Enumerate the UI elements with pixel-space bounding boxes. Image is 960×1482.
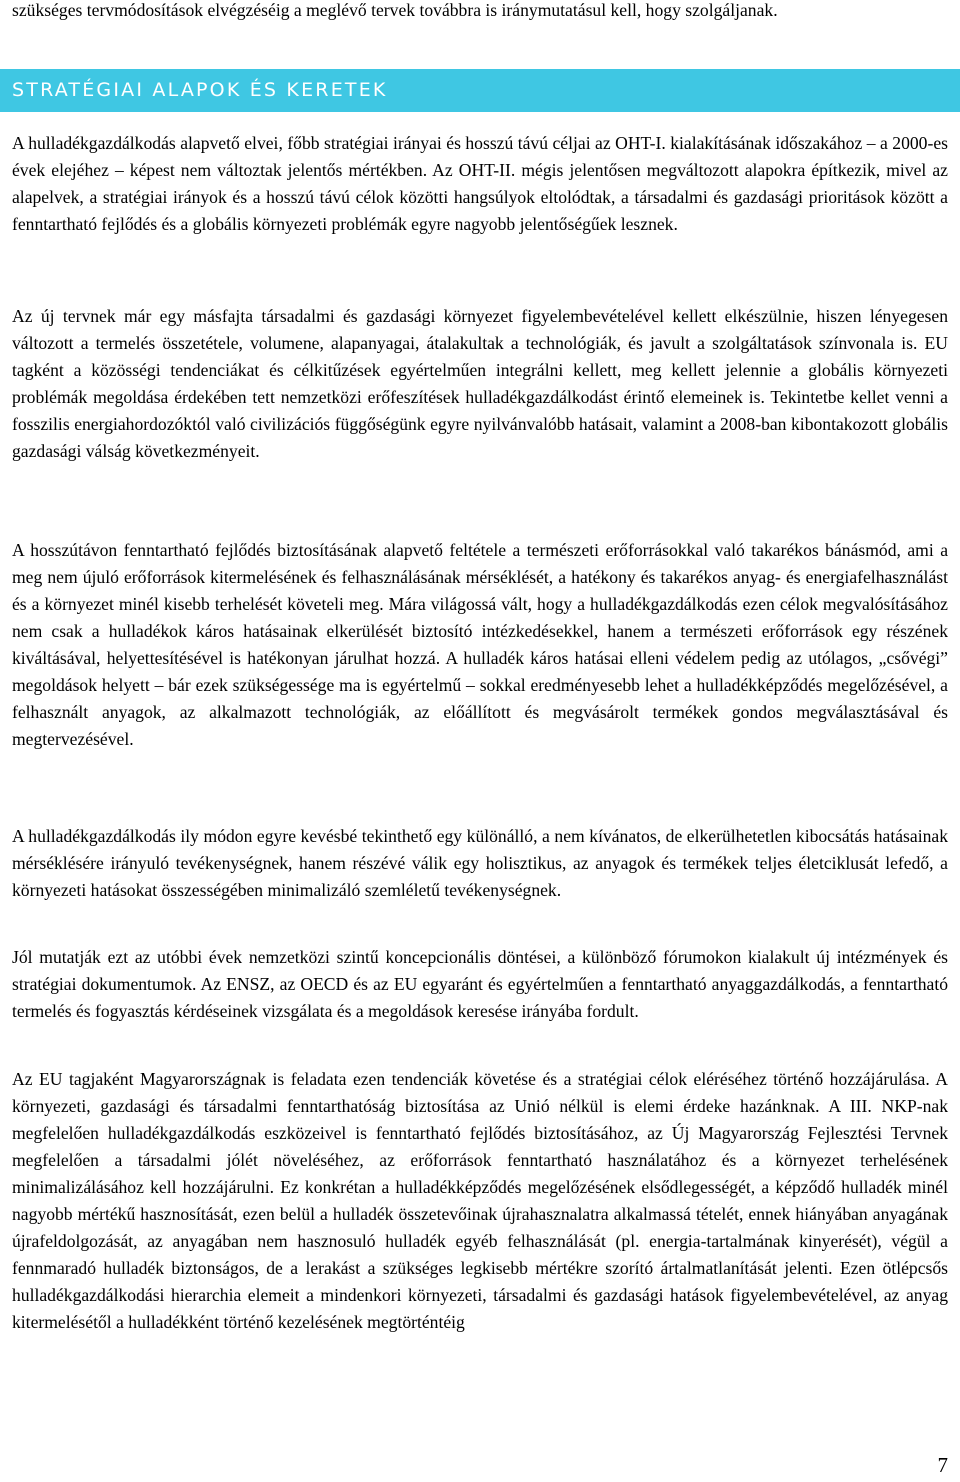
paragraph-2: Az új tervnek már egy másfajta társadalmi és gazdasági környezet figyelembevételével kellett elkészülnie, hiszen lényegesen változott a termelés összetétele, volumene, alapanyagai, átalakultak a technológiák, és javult a szolgáltatások színvonala is. EU tagként a közösségi tendenciákat és célkitűzések egyértelműen integrálni kellett, meg kellett jelennie a globális környezeti problémák megoldása érdekében tett nemzetközi erőfeszítések hulladékgazdálkodást érintő elemeinek is. Tekintetbe kellet venni a fosszilis energiahordozóktól való civilizációs függőségünk egyre nyilvánvalóbb hatásait, valamint a 2008-ban kibontakozott globális gazdasági válság következményeit. bbox=[12, 306, 948, 461]
section-heading: STRATÉGIAI ALAPOK ÉS KERETEK bbox=[12, 79, 388, 101]
paragraph-6: Az EU tagjaként Magyarországnak is feladata ezen tendenciák követése és a stratégiai célok eléréséhez történő hozzájárulása. A környezeti, gazdasági és társadalmi fenntarthatóság biztosítása az Unió nélkül is elemi érdeke hazánknak. A III. NKP-nak megfelelően hulladékgazdálkodás eszközeivel is fenntartható fejlődés biztosításához, az Új Magyarország Fejlesztési Tervnek megfelelően a társadalmi jólét növeléséhez, az erőforrások fenntartható használatához és a környezet terhelésének minimalizálásához kell hozzájárulni. Ez konkrétan a hulladékképződés megelőzésének elsődlegességét, a képződő hulladék minél nagyobb mértékű hasznosítását, ezen belül a hulladék összetevőinak újrahasznalatra alkalmassá tételét, ennek hiányában anyagának újrafeldolgozását, az anyagában nem hasznosuló hulladék egyéb felhasználását (pl. energia-tartalmának kinyerését), végül a fennmaradó hulladék biztonságos, de a lerakást a szükséges legkisebb mértékre szorító ártalmatlanítását jelenti. Ezen ötlépcsős hulladékgazdálkodási hierarchia elemeit a mindenkori környezeti, társadalmi és gazdasági hatások figyelembevételével, az anyag kitermelésétől a hulladékként történő kezelésének megtörténtéig bbox=[12, 1069, 948, 1332]
paragraph-1: A hulladékgazdálkodás alapvető elvei, főbb stratégiai irányai és hosszú távú céljai az OHT-I. kialakításának időszakához – a 2000-es évek elejéhez – képest nem változtak jelentős mértékben. Az OHT-II. mégis jelentősen megváltozott alapokra építkezik, mivel az alapelvek, a stratégiai irányok és a hosszú távú célok közötti hangsúlyok eltolódtak, a társadalmi és gazdasági prioritások között a fenntartható fejlődés és a globális környezeti problémák egyre nagyobb jelentőségűek lesznek. bbox=[12, 133, 948, 234]
paragraph-3: A hosszútávon fenntartható fejlődés biztosításának alapvető feltétele a természeti erőforrásokkal való takarékos bánásmód, ami a meg nem újuló erőforrások kitermelésének és felhasználásának mérséklését, a hatékony és takarékos anyag- és energiafelhasználást és a környezet minél kisebb terhelését követeli meg. Mára világossá vált, hogy a hulladékgazdálkodás ezen célok megvalósításához nem csak a hulladékok káros hatásainak elkerülését biztosító intézkedésekkel, hanem a természeti erőforrások egy részének kiváltásával, helyettesítésével is hatékonyan járulhat hozzá. A hulladék káros hatásai elleni védelem pedig az utólagos, „csővégi” megoldások helyett – bár ezek szükségessége ma is egyértelmű – sokkal eredményesebb lehet a hulladékképződés megelőzésével, a felhasznált anyagok, az alkalmazott technológiák, az előállított és megvásárolt termékek gondos megválasztásával és megtervezésével. bbox=[12, 540, 948, 749]
document-page bbox=[12, 0, 948, 24]
paragraph-5: Jól mutatják ezt az utóbbi évek nemzetközi szintű koncepcionális döntései, a különböző fórumokon kialakult új intézmények és stratégiai dokumentumok. Az ENSZ, az OECD és az EU egyaránt és egyértelműen a fenntartható anyaggazdálkodás, a fenntartható termelés és fogyasztás kérdéseinek vizsgálata és a megoldások keresése irányába fordult. bbox=[12, 947, 948, 1021]
paragraph-top-fragment: szükséges tervmódosítások elvégzéséig a meglévő tervek továbbra is iránymutatásul kell, hogy szolgáljanak. bbox=[12, 0, 778, 20]
paragraph-4: A hulladékgazdálkodás ily módon egyre kevésbé tekinthető egy különálló, a nem kívánatos, de elkerülhetetlen kibocsátás hatásainak mérséklésére irányuló tevékenységnek, hanem részévé válik egy holisztikus, az anyagok és termékek teljes életciklusát lefedő, a környezeti hatásokat összességében minimalizáló szemléletű tevékenységnek. bbox=[12, 826, 948, 900]
page-number: 7 bbox=[937, 1453, 948, 1477]
